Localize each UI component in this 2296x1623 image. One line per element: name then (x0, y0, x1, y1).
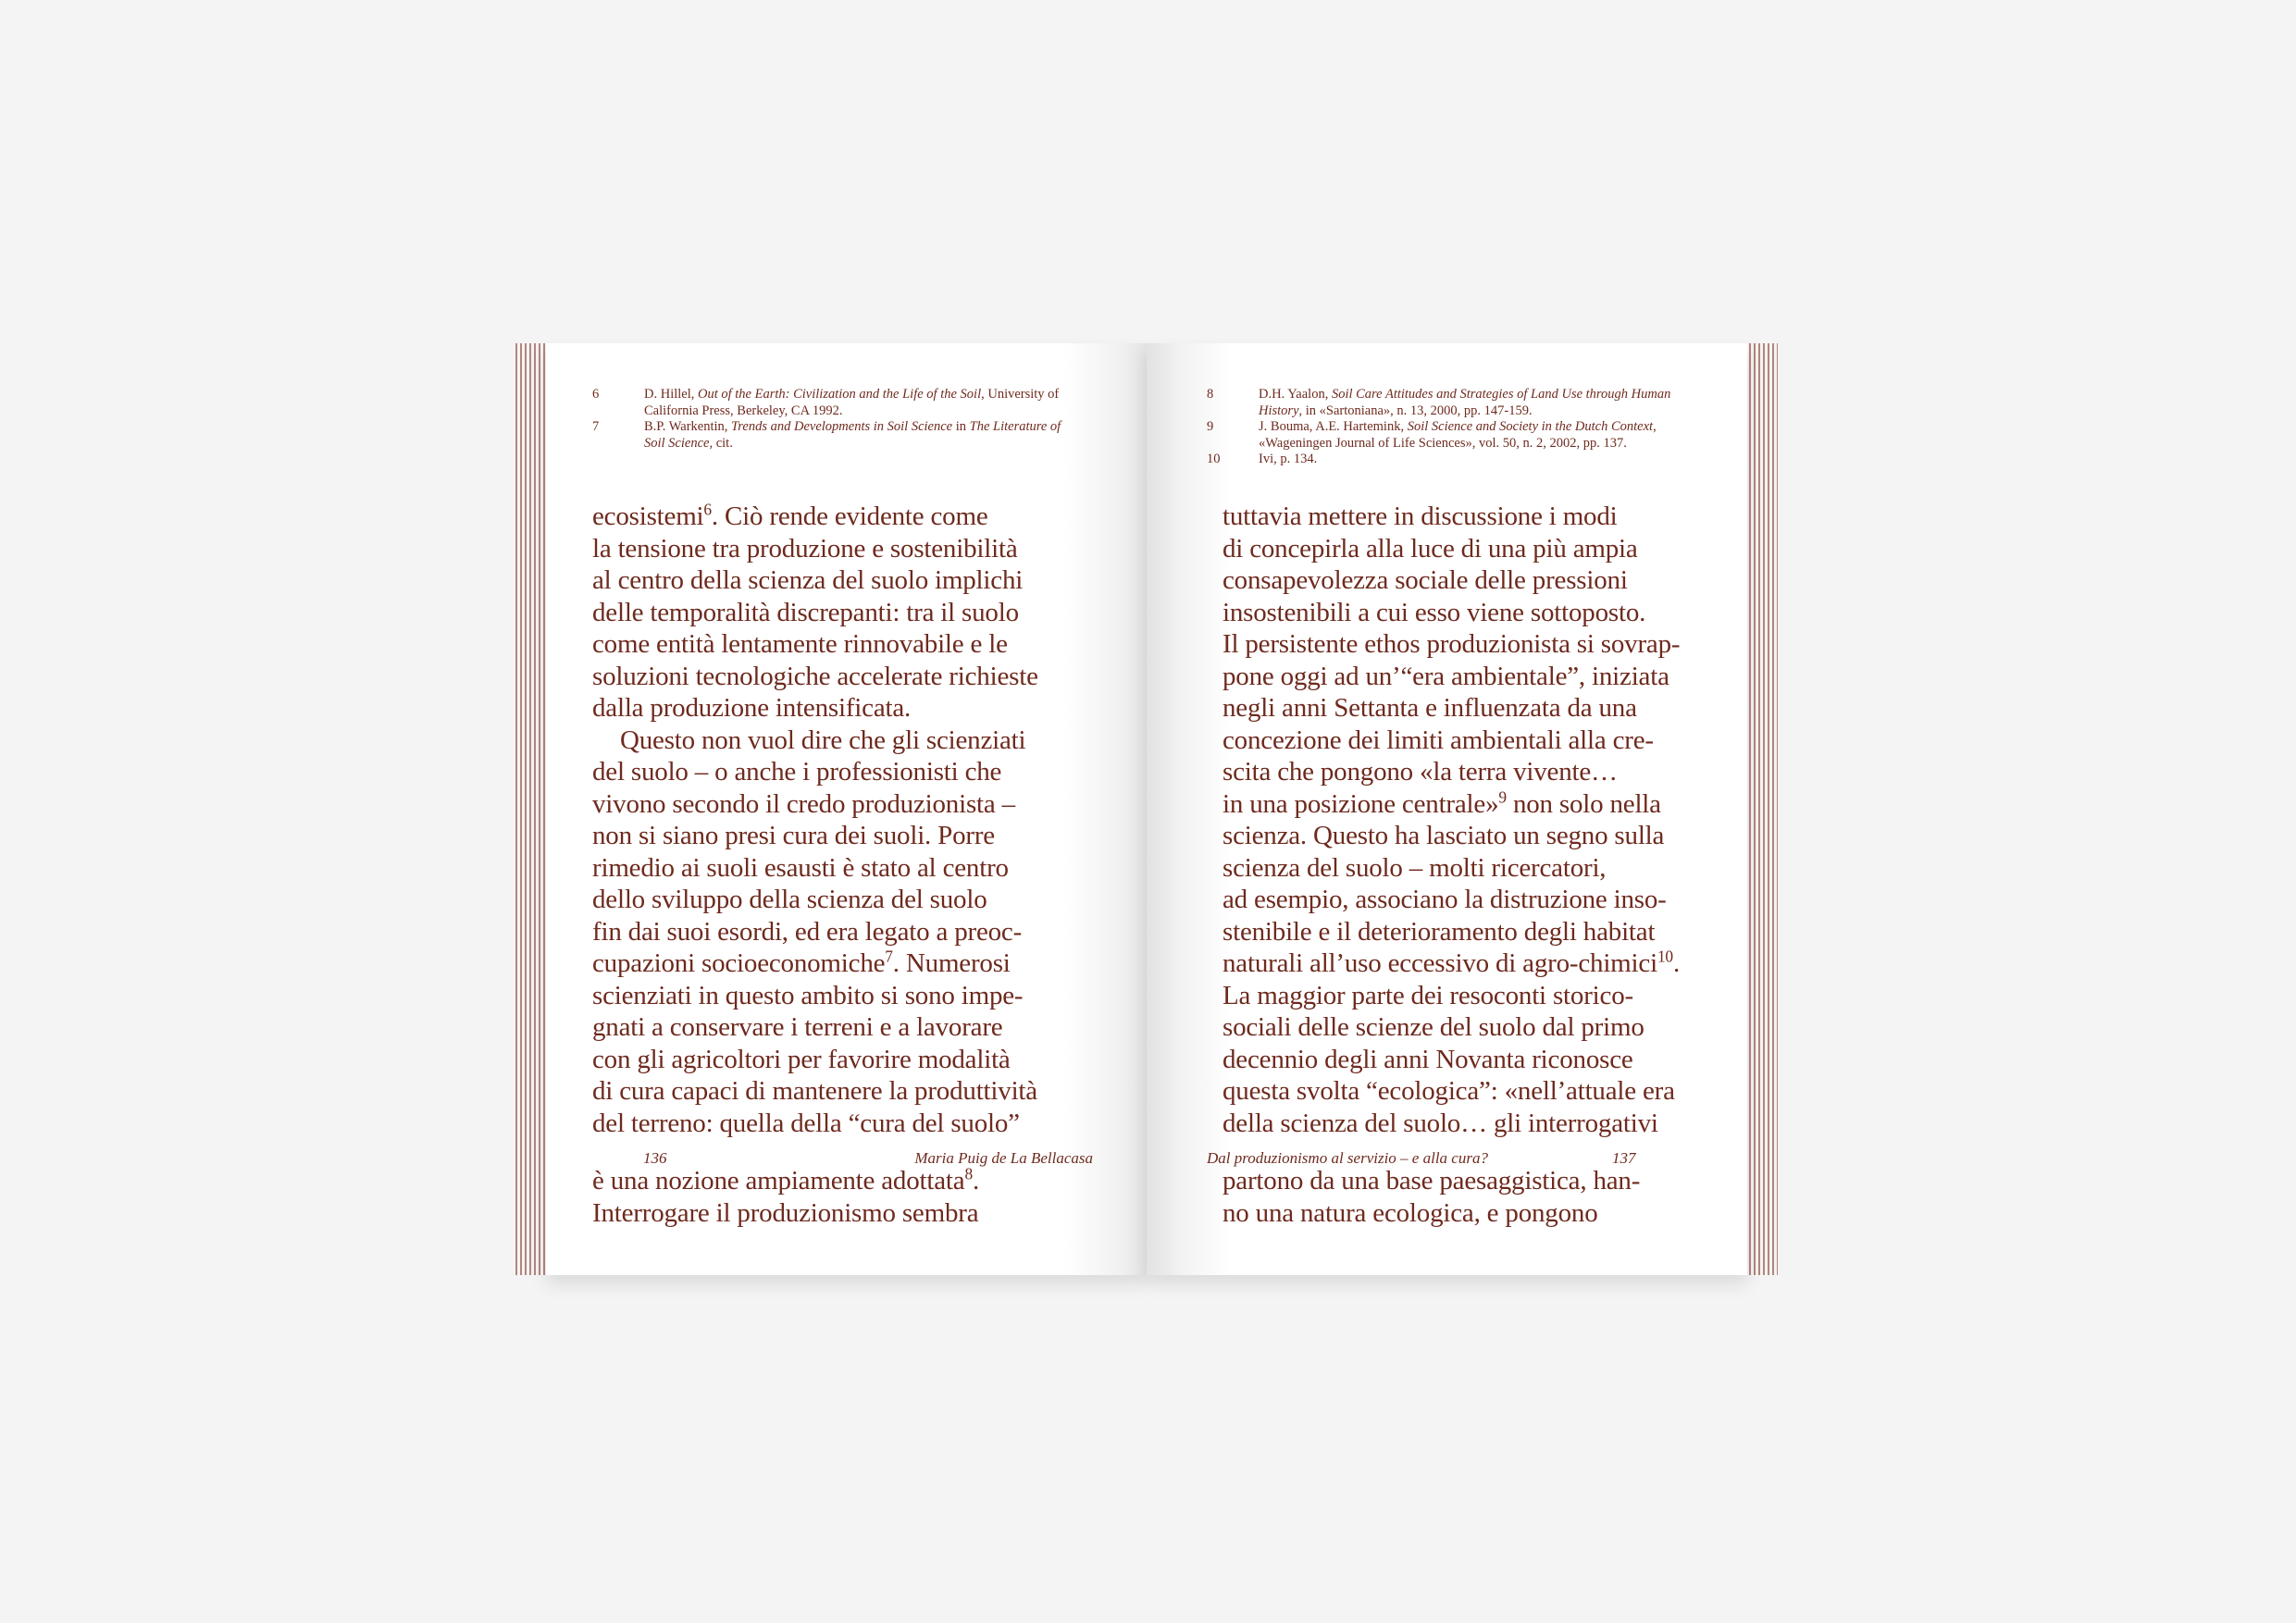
footnote-text: , in «Sartoniana», n. 13, 2000, pp. 147-159. (1298, 403, 1533, 418)
text-line: fin dai suoi esordi, ed era legato a preoc- (592, 916, 1023, 947)
footnotes (1207, 387, 1706, 468)
footnote-title: Out of the Earth: Civilization and the Life of the Soil (698, 387, 982, 402)
text-line: vivono secondo il credo produzionista – (592, 788, 1015, 819)
footnote-text: , cit. (709, 435, 733, 451)
text-line: della scienza del suolo… gli interrogativi (1222, 1108, 1658, 1138)
text-line: Interrogare il produzionismo sembra (592, 1197, 979, 1228)
footnote-number: 7 (592, 419, 600, 434)
text-line: del suolo – o anche i professionisti che (592, 757, 1002, 787)
footnote-text: in (952, 419, 970, 434)
footnote-text: D. Hillel, (644, 387, 698, 402)
text-line: del terreno: quella della “cura del suolo” (592, 1108, 1020, 1138)
page-edges-right (1746, 343, 1778, 1275)
footnote (1207, 419, 1706, 452)
body-text (592, 501, 1092, 1139)
overflow-text (1222, 1165, 1640, 1229)
text-line: scienziati in questo ambito si sono impe- (592, 980, 1024, 1010)
footnote-number: 6 (592, 387, 600, 402)
text-line: con gli agricoltori per favorire modalità (592, 1044, 1011, 1074)
text-line: dalla produzione intensificata. (592, 693, 912, 723)
footnote (1207, 387, 1706, 419)
footnote-title: The Literature of Soil Science (644, 419, 1061, 451)
text-line: decennio degli anni Novanta riconosce (1222, 1044, 1633, 1074)
body-text (1222, 501, 1722, 1139)
footnote-text: , «Wageningen Journal of Life Sciences», vol. 50, n. 2, 2002, pp. 137. (1259, 419, 1657, 451)
footnote-number: 10 (1207, 452, 1221, 466)
page-number: 136 (643, 1149, 667, 1167)
text-line: ad esempio, associano la distruzione inso- (1222, 885, 1667, 914)
text-line: La maggior parte dei resoconti storico- (1222, 980, 1633, 1010)
footnote-text: D.H. Yaalon, (1259, 387, 1332, 402)
text-line: scita che pongono «la terra vivente… (1222, 757, 1618, 787)
overflow-text (592, 1165, 979, 1229)
text-line: di concepirla alla luce di una più ampia (1222, 533, 1638, 564)
text-line: Il persistente ethos produzionista si sovrap- (1222, 629, 1681, 659)
footnote (592, 387, 1064, 419)
footnotes (592, 387, 1064, 452)
text-line: questa svolta “ecologica”: «nell’attuale era (1222, 1076, 1675, 1106)
text-line: dello sviluppo della scienza del suolo (592, 885, 987, 914)
text-line: concezione dei limiti ambientali alla cre- (1222, 725, 1654, 755)
text-line: al centro della scienza del suolo implichi (592, 565, 1024, 595)
running-head: Maria Puig de La Bellacasa (914, 1149, 1093, 1167)
text-line: sociali delle scienze del suolo dal primo (1222, 1012, 1644, 1042)
footnote-title: Soil Care Attitudes and Strategies of Land Use through Human History (1259, 387, 1671, 418)
text-line: la tensione tra produzione e sostenibilità (592, 533, 1018, 564)
right-page (1147, 343, 1747, 1275)
page-edges-left (515, 343, 547, 1275)
text-line: consapevolezza sociale delle pressioni (1222, 565, 1628, 595)
text-line: no una natura ecologica, e pongono (1222, 1197, 1598, 1228)
text-line: scienza. Questo ha lasciato un segno sulla (1222, 821, 1665, 850)
footnote-number: 9 (1207, 419, 1214, 434)
footnote-ref: 10 (1657, 947, 1673, 966)
footnote-ref: 8 (964, 1164, 973, 1183)
footnote-ref: 6 (703, 500, 712, 519)
page-number: 137 (1612, 1149, 1636, 1167)
text-line: cupazioni socioeconomiche$^7$. Numerosi (592, 947, 1011, 978)
text-line: stenibile e il deterioramento degli habitat (1222, 916, 1656, 947)
text-line: di cura capaci di mantenere la produttività (592, 1076, 1037, 1106)
footnote-text: B.P. Warkentin, (644, 419, 732, 434)
open-book (515, 343, 1778, 1275)
footnote-number: 8 (1207, 387, 1214, 402)
text-line: pone oggi ad un’“era ambientale”, iniziata (1222, 661, 1669, 691)
left-page (546, 343, 1147, 1275)
footnote-title: Soil Science and Society in the Dutch Context (1407, 419, 1654, 434)
footnote-ref: 7 (885, 947, 893, 966)
text-line: rimedio ai suoli esausti è stato al centro (592, 852, 1009, 883)
footnote-ref: 9 (1498, 787, 1507, 806)
footnote-title: Trends and Developments in Soil Science (731, 419, 953, 434)
text-line: non si siano presi cura dei suoli. Porre (592, 821, 995, 850)
text-line: insostenibili a cui esso viene sottoposto. (1222, 597, 1646, 627)
footnote-text: , University of California Press, Berkeley, CA 1992. (644, 387, 1060, 418)
footnote-text: J. Bouma, A.E. Hartemink, (1259, 419, 1408, 434)
footnote (592, 419, 1064, 452)
footnote (1207, 452, 1706, 468)
text-line: in una posizione centrale»$^9$ non solo nella (1222, 787, 1661, 819)
text-line: negli anni Settanta e influenzata da una (1222, 693, 1637, 723)
text-line: gnati a conservare i terreni e a lavorare (592, 1012, 1003, 1042)
text-line: delle temporalità discrepanti: tra il suolo (592, 597, 1019, 627)
text-line: scienza del suolo – molti ricercatori, (1222, 852, 1607, 883)
text-line: ecosistemi$^6$. Ciò rende evidente come (592, 500, 988, 531)
text-line: è una nozione ampiamente adottata$^8$. (592, 1164, 980, 1196)
text-line: come entità lentamente rinnovabile e le (592, 629, 1008, 659)
text-line: tuttavia mettere in discussione i modi (1222, 502, 1618, 531)
running-head: Dal produzionismo al servizio – e alla cura? (1207, 1149, 1488, 1167)
text-line: soluzioni tecnologiche accelerate richieste (592, 661, 1038, 691)
text-line: naturali all’uso eccessivo di agro-chimici$^{10}$. (1222, 947, 1680, 978)
footnote-text: Ivi, p. 134. (1259, 452, 1318, 466)
text-line: Questo non vuol dire che gli scienziati (620, 725, 1026, 755)
text-line: partono da una base paesaggistica, han- (1222, 1166, 1641, 1196)
